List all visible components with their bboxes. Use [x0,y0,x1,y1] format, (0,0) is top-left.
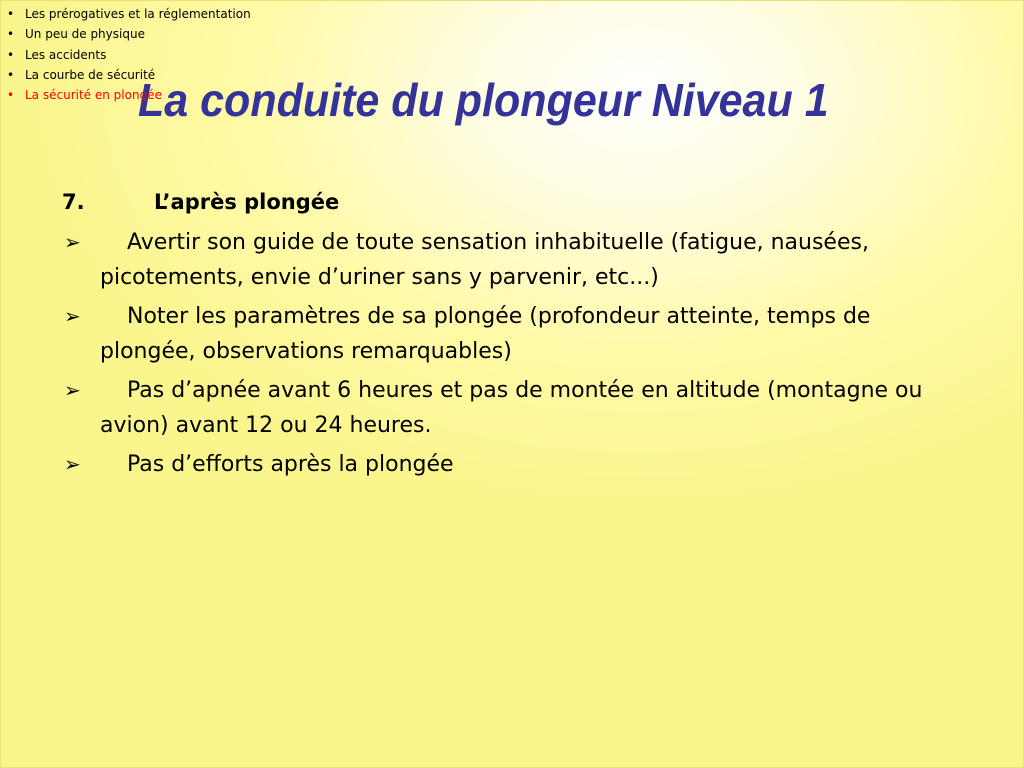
nav-item-prerogatives[interactable] [0,4,251,24]
list-item [62,225,932,295]
bullet-dot-icon: • [7,7,15,21]
nav-item-label: La courbe de sécurité [25,67,156,82]
list-item [62,299,932,369]
bullet-dot-icon: • [7,47,15,62]
arrow-bullet-icon: ➢ [64,452,81,476]
section-heading [62,184,339,220]
bullet-list [62,225,932,486]
bullet-text: Noter les paramètres de sa plongée (profondeur atteinte, temps de plongée, observations remarquables) [100,304,871,364]
bullet-text: Pas d’efforts après la plongée [127,452,454,477]
bullet-text: Avertir son guide de toute sensation inhabituelle (fatigue, nausées, picotements, envie d’uriner sans y parvenir, etc...) [100,230,869,290]
nav-item-courbe-securite[interactable] [0,65,251,85]
nav-item-label: Les accidents [25,47,107,62]
section-heading-text: L’après plongée [154,190,340,214]
list-item [62,373,932,443]
nav-item-accidents[interactable] [0,45,251,65]
nav-item-label: La sécurité en plongée [25,88,162,103]
bullet-text: Pas d’apnée avant 6 heures et pas de montée en altitude (montagne ou avion) avant 12 ou 24 heures. [100,378,923,438]
bullet-dot-icon: • [7,27,15,42]
nav-item-label: Les prérogatives et la réglementation [25,7,251,21]
section-number: 7. [62,190,85,214]
arrow-bullet-icon: ➢ [64,304,81,328]
nav-item-label: Un peu de physique [25,27,145,42]
list-item [62,447,932,482]
section-nav-menu [0,4,251,105]
arrow-bullet-icon: ➢ [64,230,81,254]
nav-item-securite-plongee[interactable] [0,85,251,105]
nav-item-physique[interactable] [0,24,251,44]
slide-title: La conduite du plongeur Niveau 1 [138,74,829,126]
arrow-bullet-icon: ➢ [64,378,81,402]
bullet-dot-icon: • [7,88,15,103]
bullet-dot-icon: • [7,67,15,82]
